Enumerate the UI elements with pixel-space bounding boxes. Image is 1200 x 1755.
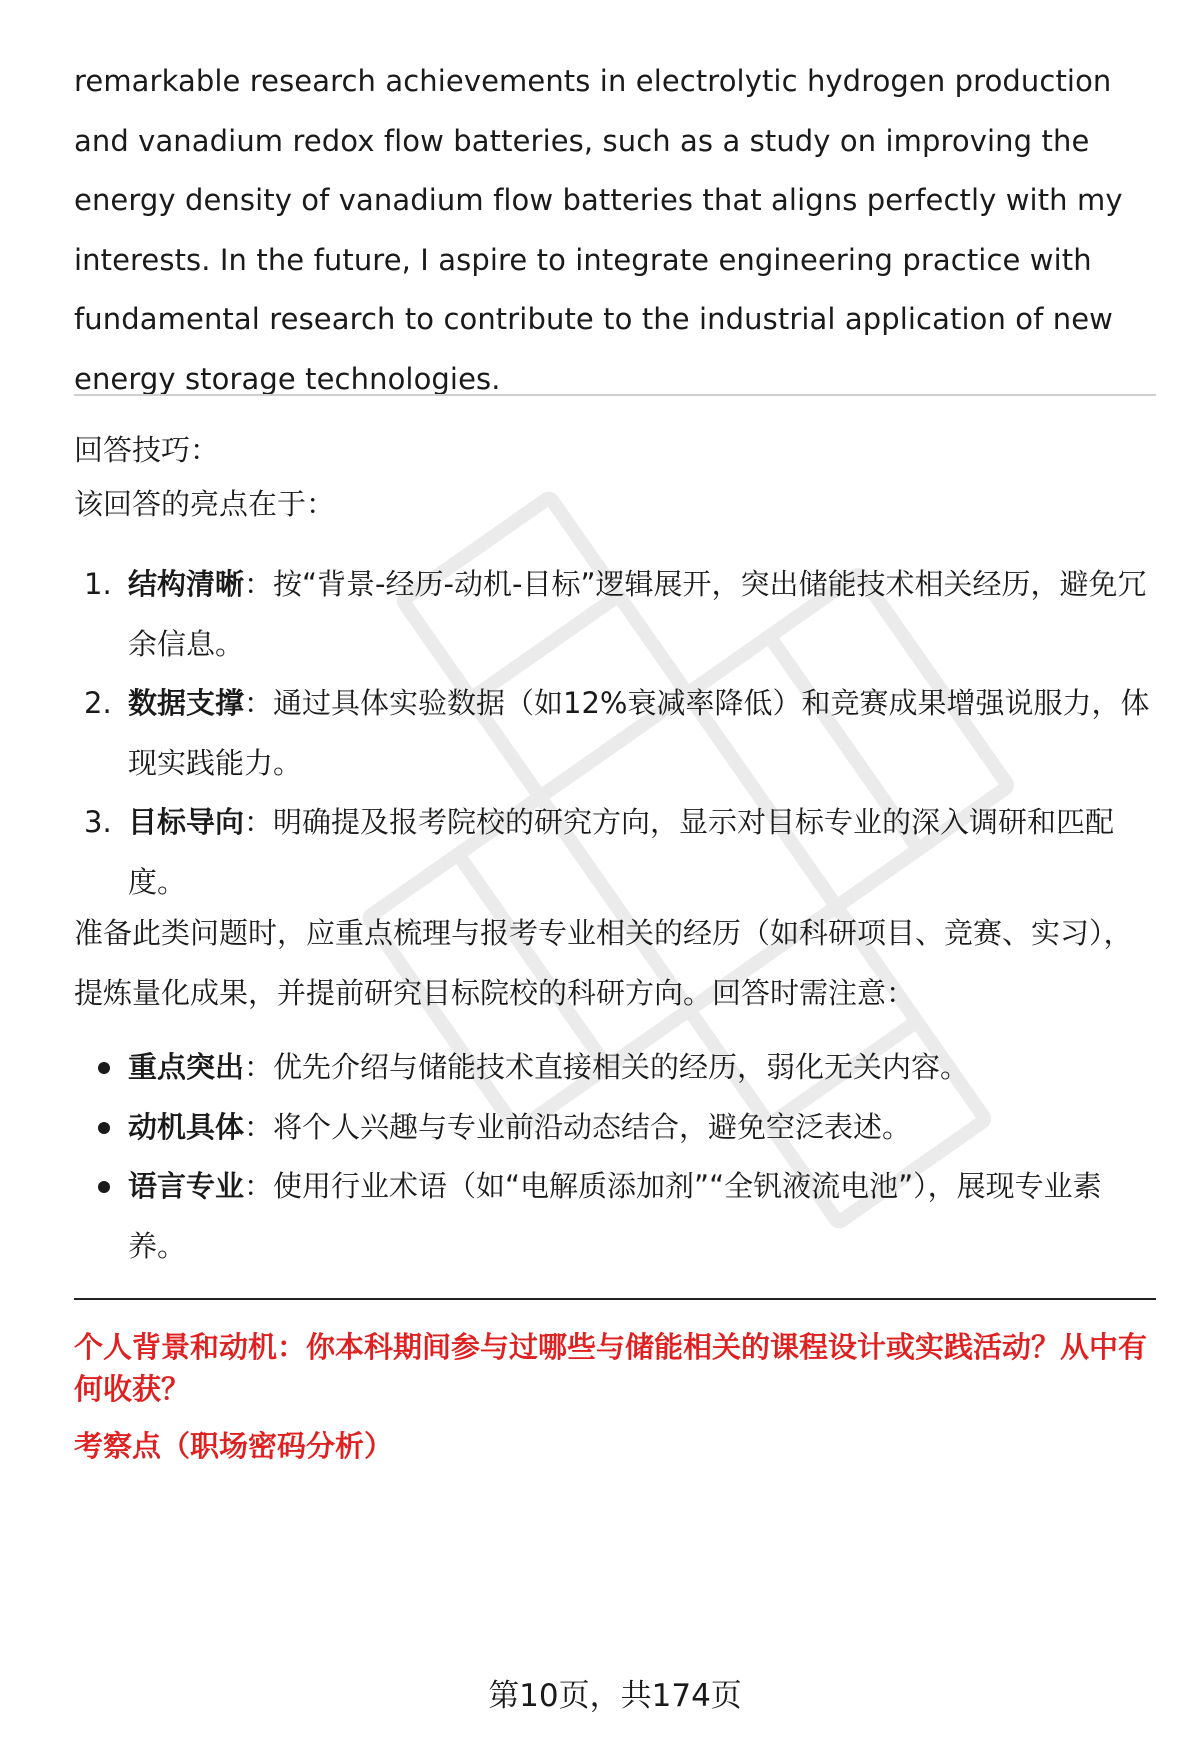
highlights-intro: 该回答的亮点在于： bbox=[74, 487, 336, 521]
item-title: 重点突出 bbox=[128, 1050, 245, 1084]
list-item bbox=[74, 555, 1156, 674]
next-question-heading: 个人背景和动机：你本科期间参与过哪些与储能相关的课程设计或实践活动？从中有何收获？ bbox=[74, 1330, 1148, 1406]
item-separator: ： bbox=[244, 567, 274, 601]
item-separator: ： bbox=[244, 1109, 274, 1144]
item-separator: ： bbox=[244, 1050, 274, 1084]
item-separator: ： bbox=[244, 805, 274, 840]
item-title: 动机具体 bbox=[128, 1109, 245, 1144]
item-title: 目标导向 bbox=[128, 805, 245, 840]
section-divider bbox=[74, 394, 1156, 396]
bullet-icon bbox=[98, 1181, 110, 1193]
item-text: 按“背景-经历-动机-目标”逻辑展开，突出储能技术相关经历，避免冗余信息。 bbox=[128, 567, 1147, 661]
list-number: 3. bbox=[84, 805, 112, 840]
list-item bbox=[74, 1038, 1156, 1098]
document-page bbox=[74, 0, 1156, 1755]
item-text: 通过具体实验数据（如12%衰减率降低）和竞赛成果增强说服力，体现实践能力。 bbox=[128, 686, 1150, 780]
list-item bbox=[74, 1098, 1156, 1158]
highlights-list bbox=[74, 555, 1156, 913]
list-item bbox=[74, 674, 1156, 793]
item-text: 将个人兴趣与专业前沿动态结合，避免空泛表述。 bbox=[273, 1109, 912, 1144]
item-text: 明确提及报考院校的研究方向，显示对目标专业的深入调研和匹配度。 bbox=[128, 805, 1115, 899]
item-text: 使用行业术语（如“电解质添加剂”“全钒液流电池”），展现专业素养。 bbox=[128, 1169, 1102, 1263]
bullet-icon bbox=[98, 1122, 110, 1134]
item-title: 数据支撑 bbox=[128, 686, 245, 721]
list-number: 2. bbox=[84, 686, 112, 721]
preparation-paragraph: 准备此类问题时，应重点梳理与报考专业相关的经历（如科研项目、竞赛、实习），提炼量化成果，并提前研究目标院校的科研方向。回答时需注意： bbox=[74, 916, 1133, 1010]
notes-list bbox=[74, 1038, 1156, 1276]
tips-label: 回答技巧： bbox=[74, 433, 220, 467]
list-item bbox=[74, 793, 1156, 912]
bullet-icon bbox=[98, 1062, 110, 1074]
list-item bbox=[74, 1157, 1156, 1276]
item-text: 优先介绍与储能技术直接相关的经历，弱化无关内容。 bbox=[273, 1050, 970, 1084]
list-number: 1. bbox=[84, 567, 112, 601]
item-title: 结构清晰 bbox=[128, 567, 245, 601]
analysis-subheading: 考察点（职场密码分析） bbox=[74, 1429, 394, 1463]
page-indicator: 第10页，共174页 bbox=[488, 1678, 742, 1714]
intro-paragraph: remarkable research achievements in electrolytic hydrogen production and vanadium redox flow batteries, such as a study on improving the energy density of vanadium flow batteries that aligns perfectly with my interests. In the future, I aspire to integrate engineering practice with fundamental research to contribute to the industrial application of new energy storage technologies. bbox=[74, 64, 1123, 396]
item-title: 语言专业 bbox=[128, 1169, 245, 1204]
item-separator: ： bbox=[244, 1169, 274, 1204]
question-divider bbox=[74, 1298, 1156, 1300]
item-separator: ： bbox=[244, 686, 274, 721]
